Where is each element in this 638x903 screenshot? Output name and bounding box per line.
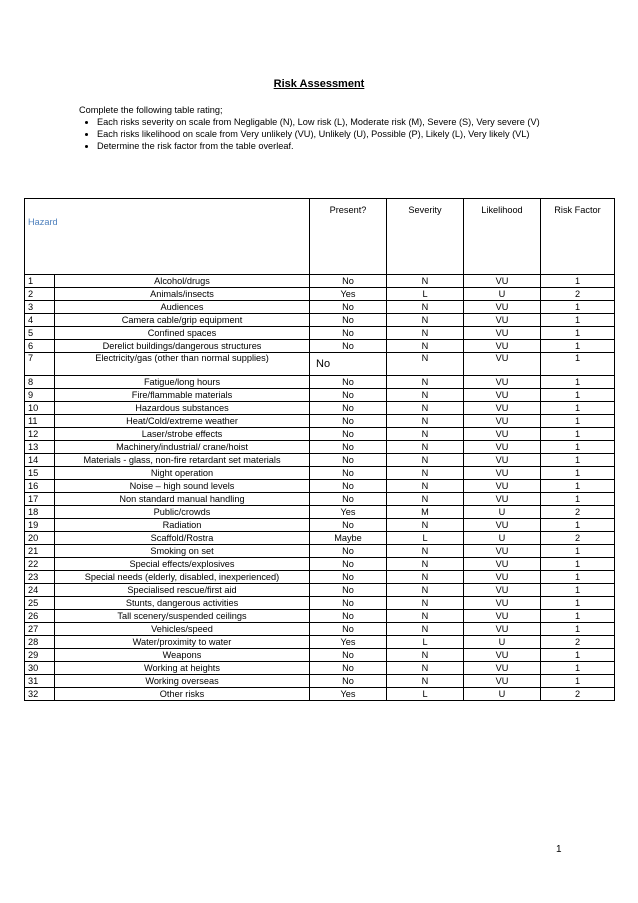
row-number: 12 bbox=[25, 428, 55, 441]
table-row bbox=[25, 506, 615, 519]
severity-value: N bbox=[387, 327, 464, 340]
likelihood-value: VU bbox=[464, 675, 541, 688]
severity-value: N bbox=[387, 415, 464, 428]
hazard-name: Water/proximity to water bbox=[55, 636, 310, 649]
risk-factor-value: 1 bbox=[541, 480, 615, 493]
table-row bbox=[25, 558, 615, 571]
severity-value: N bbox=[387, 571, 464, 584]
hazard-name: Animals/insects bbox=[55, 288, 310, 301]
row-number: 17 bbox=[25, 493, 55, 506]
severity-value: L bbox=[387, 532, 464, 545]
table-row bbox=[25, 688, 615, 701]
present-value: No bbox=[310, 275, 387, 288]
likelihood-value: VU bbox=[464, 519, 541, 532]
present-value: No bbox=[310, 558, 387, 571]
risk-factor-value: 1 bbox=[541, 610, 615, 623]
risk-factor-value: 1 bbox=[541, 584, 615, 597]
table-row bbox=[25, 441, 615, 454]
table-row bbox=[25, 584, 615, 597]
table-row bbox=[25, 493, 615, 506]
likelihood-value: VU bbox=[464, 389, 541, 402]
present-value: No bbox=[310, 467, 387, 480]
severity-value: N bbox=[387, 275, 464, 288]
risk-factor-value: 1 bbox=[541, 402, 615, 415]
table-row bbox=[25, 415, 615, 428]
hazard-name: Tall scenery/suspended ceilings bbox=[55, 610, 310, 623]
instructions bbox=[79, 105, 559, 153]
severity-value: N bbox=[387, 340, 464, 353]
table-row bbox=[25, 649, 615, 662]
likelihood-value: VU bbox=[464, 649, 541, 662]
present-value: No bbox=[310, 662, 387, 675]
hazard-name: Working at heights bbox=[55, 662, 310, 675]
risk-factor-value: 2 bbox=[541, 636, 615, 649]
hazard-name: Specialised rescue/first aid bbox=[55, 584, 310, 597]
table-row bbox=[25, 376, 615, 389]
risk-factor-value: 2 bbox=[541, 288, 615, 301]
table-row bbox=[25, 623, 615, 636]
hazard-name: Noise – high sound levels bbox=[55, 480, 310, 493]
severity-value: M bbox=[387, 506, 464, 519]
hazard-name: Non standard manual handling bbox=[55, 493, 310, 506]
hazard-name: Alcohol/drugs bbox=[55, 275, 310, 288]
present-value: No bbox=[310, 402, 387, 415]
likelihood-value: VU bbox=[464, 353, 541, 376]
table-row bbox=[25, 288, 615, 301]
likelihood-value: VU bbox=[464, 480, 541, 493]
present-value: No bbox=[310, 389, 387, 402]
table-body bbox=[25, 275, 615, 701]
table-row bbox=[25, 675, 615, 688]
present-value: No bbox=[310, 610, 387, 623]
header-risk-factor: Risk Factor bbox=[541, 199, 615, 275]
present-value: Yes bbox=[310, 288, 387, 301]
row-number: 5 bbox=[25, 327, 55, 340]
table-row bbox=[25, 662, 615, 675]
hazard-name: Special needs (elderly, disabled, inexperienced) bbox=[55, 571, 310, 584]
likelihood-value: VU bbox=[464, 402, 541, 415]
row-number: 7 bbox=[25, 353, 55, 376]
table-row bbox=[25, 454, 615, 467]
hazard-name: Special effects/explosives bbox=[55, 558, 310, 571]
severity-value: N bbox=[387, 467, 464, 480]
risk-factor-value: 1 bbox=[541, 415, 615, 428]
instruction-item: • Each risks likelihood on scale from Very unlikely (VU), Unlikely (U), Possible (P), Likely (L), Very likely (VL) bbox=[97, 129, 559, 140]
present-value: No bbox=[310, 545, 387, 558]
table-row bbox=[25, 340, 615, 353]
likelihood-value: VU bbox=[464, 428, 541, 441]
hazard-name: Fire/flammable materials bbox=[55, 389, 310, 402]
present-value: No bbox=[310, 353, 387, 376]
instructions-lead: Complete the following table rating; bbox=[79, 105, 223, 115]
table-row bbox=[25, 636, 615, 649]
likelihood-value: VU bbox=[464, 662, 541, 675]
table-row bbox=[25, 327, 615, 340]
table-row bbox=[25, 610, 615, 623]
table-row bbox=[25, 467, 615, 480]
severity-value: N bbox=[387, 402, 464, 415]
risk-factor-value: 1 bbox=[541, 649, 615, 662]
likelihood-value: VU bbox=[464, 454, 541, 467]
present-value: Yes bbox=[310, 636, 387, 649]
likelihood-value: VU bbox=[464, 275, 541, 288]
present-value: Maybe bbox=[310, 532, 387, 545]
risk-factor-value: 1 bbox=[541, 545, 615, 558]
hazard-name: Audiences bbox=[55, 301, 310, 314]
likelihood-value: U bbox=[464, 532, 541, 545]
page-number: 1 bbox=[556, 844, 562, 855]
severity-value: N bbox=[387, 584, 464, 597]
row-number: 25 bbox=[25, 597, 55, 610]
instructions-list bbox=[79, 117, 559, 152]
risk-factor-value: 1 bbox=[541, 275, 615, 288]
row-number: 22 bbox=[25, 558, 55, 571]
hazard-name: Machinery/industrial/ crane/hoist bbox=[55, 441, 310, 454]
hazard-name: Camera cable/grip equipment bbox=[55, 314, 310, 327]
severity-value: N bbox=[387, 428, 464, 441]
severity-value: N bbox=[387, 389, 464, 402]
risk-factor-value: 1 bbox=[541, 558, 615, 571]
table-row bbox=[25, 301, 615, 314]
row-number: 29 bbox=[25, 649, 55, 662]
present-value: No bbox=[310, 480, 387, 493]
likelihood-value: VU bbox=[464, 623, 541, 636]
severity-value: N bbox=[387, 675, 464, 688]
risk-factor-value: 1 bbox=[541, 301, 615, 314]
row-number: 13 bbox=[25, 441, 55, 454]
hazard-name: Fatigue/long hours bbox=[55, 376, 310, 389]
instruction-item: • Determine the risk factor from the table overleaf. bbox=[97, 141, 559, 152]
hazard-name: Derelict buildings/dangerous structures bbox=[55, 340, 310, 353]
likelihood-value: VU bbox=[464, 301, 541, 314]
risk-factor-value: 1 bbox=[541, 353, 615, 376]
row-number: 11 bbox=[25, 415, 55, 428]
risk-factor-value: 1 bbox=[541, 493, 615, 506]
risk-factor-value: 2 bbox=[541, 532, 615, 545]
likelihood-value: VU bbox=[464, 327, 541, 340]
table-row bbox=[25, 275, 615, 288]
severity-value: N bbox=[387, 376, 464, 389]
hazard-name: Hazardous substances bbox=[55, 402, 310, 415]
hazard-name: Working overseas bbox=[55, 675, 310, 688]
severity-value: N bbox=[387, 454, 464, 467]
row-number: 4 bbox=[25, 314, 55, 327]
present-value: No bbox=[310, 454, 387, 467]
severity-value: L bbox=[387, 288, 464, 301]
risk-factor-value: 1 bbox=[541, 467, 615, 480]
hazard-name: Stunts, dangerous activities bbox=[55, 597, 310, 610]
severity-value: L bbox=[387, 688, 464, 701]
present-value: No bbox=[310, 441, 387, 454]
page-title: Risk Assessment bbox=[273, 78, 365, 90]
present-value: Yes bbox=[310, 688, 387, 701]
present-value: No bbox=[310, 675, 387, 688]
present-value: No bbox=[310, 376, 387, 389]
hazard-name: Laser/strobe effects bbox=[55, 428, 310, 441]
severity-value: N bbox=[387, 597, 464, 610]
risk-factor-value: 1 bbox=[541, 675, 615, 688]
risk-factor-value: 1 bbox=[541, 454, 615, 467]
hazard-name: Scaffold/Rostra bbox=[55, 532, 310, 545]
severity-value: N bbox=[387, 662, 464, 675]
risk-factor-value: 1 bbox=[541, 597, 615, 610]
row-number: 2 bbox=[25, 288, 55, 301]
risk-factor-value: 1 bbox=[541, 662, 615, 675]
likelihood-value: U bbox=[464, 288, 541, 301]
likelihood-value: VU bbox=[464, 558, 541, 571]
row-number: 28 bbox=[25, 636, 55, 649]
table-row bbox=[25, 545, 615, 558]
table-row bbox=[25, 402, 615, 415]
row-number: 24 bbox=[25, 584, 55, 597]
present-value: No bbox=[310, 301, 387, 314]
severity-value: N bbox=[387, 480, 464, 493]
hazard-name: Electricity/gas (other than normal supplies) bbox=[55, 353, 310, 376]
severity-value: N bbox=[387, 301, 464, 314]
row-number: 3 bbox=[25, 301, 55, 314]
likelihood-value: VU bbox=[464, 493, 541, 506]
likelihood-value: U bbox=[464, 688, 541, 701]
row-number: 23 bbox=[25, 571, 55, 584]
likelihood-value: VU bbox=[464, 597, 541, 610]
risk-factor-value: 1 bbox=[541, 428, 615, 441]
row-number: 26 bbox=[25, 610, 55, 623]
row-number: 9 bbox=[25, 389, 55, 402]
instruction-item: • Each risks severity on scale from Negligable (N), Low risk (L), Moderate risk (M), Severe (S), Very severe (V) bbox=[97, 117, 559, 128]
severity-value: N bbox=[387, 493, 464, 506]
severity-value: N bbox=[387, 519, 464, 532]
table-row bbox=[25, 597, 615, 610]
row-number: 8 bbox=[25, 376, 55, 389]
row-number: 16 bbox=[25, 480, 55, 493]
hazard-name: Materials - glass, non-fire retardant set materials bbox=[55, 454, 310, 467]
table-row bbox=[25, 389, 615, 402]
risk-factor-value: 1 bbox=[541, 519, 615, 532]
risk-factor-value: 1 bbox=[541, 571, 615, 584]
hazard-name: Other risks bbox=[55, 688, 310, 701]
table-header-row bbox=[25, 199, 615, 275]
likelihood-value: VU bbox=[464, 571, 541, 584]
table-row bbox=[25, 428, 615, 441]
row-number: 18 bbox=[25, 506, 55, 519]
hazard-name: Smoking on set bbox=[55, 545, 310, 558]
severity-value: N bbox=[387, 610, 464, 623]
table-row bbox=[25, 480, 615, 493]
present-value: No bbox=[310, 428, 387, 441]
row-number: 14 bbox=[25, 454, 55, 467]
hazard-name: Weapons bbox=[55, 649, 310, 662]
hazard-name: Radiation bbox=[55, 519, 310, 532]
row-number: 27 bbox=[25, 623, 55, 636]
hazard-name: Confined spaces bbox=[55, 327, 310, 340]
hazard-name: Night operation bbox=[55, 467, 310, 480]
severity-value: N bbox=[387, 558, 464, 571]
present-value: No bbox=[310, 597, 387, 610]
severity-value: N bbox=[387, 353, 464, 376]
likelihood-value: VU bbox=[464, 441, 541, 454]
header-present: Present? bbox=[310, 199, 387, 275]
present-value: No bbox=[310, 314, 387, 327]
row-number: 15 bbox=[25, 467, 55, 480]
risk-factor-value: 1 bbox=[541, 340, 615, 353]
risk-table bbox=[24, 198, 615, 701]
risk-factor-value: 2 bbox=[541, 506, 615, 519]
row-number: 10 bbox=[25, 402, 55, 415]
likelihood-value: VU bbox=[464, 584, 541, 597]
present-value: No bbox=[310, 649, 387, 662]
risk-factor-value: 1 bbox=[541, 623, 615, 636]
hazard-name: Heat/Cold/extreme weather bbox=[55, 415, 310, 428]
likelihood-value: VU bbox=[464, 467, 541, 480]
present-value: No bbox=[310, 571, 387, 584]
present-value: No bbox=[310, 340, 387, 353]
present-value: No bbox=[310, 623, 387, 636]
present-value: No bbox=[310, 584, 387, 597]
likelihood-value: VU bbox=[464, 376, 541, 389]
present-value: No bbox=[310, 493, 387, 506]
table-row bbox=[25, 532, 615, 545]
row-number: 19 bbox=[25, 519, 55, 532]
severity-value: N bbox=[387, 314, 464, 327]
table-row bbox=[25, 571, 615, 584]
row-number: 6 bbox=[25, 340, 55, 353]
risk-factor-value: 1 bbox=[541, 376, 615, 389]
row-number: 20 bbox=[25, 532, 55, 545]
likelihood-value: U bbox=[464, 636, 541, 649]
risk-factor-value: 1 bbox=[541, 389, 615, 402]
header-likelihood: Likelihood bbox=[464, 199, 541, 275]
hazard-name: Vehicles/speed bbox=[55, 623, 310, 636]
present-value: Yes bbox=[310, 506, 387, 519]
severity-value: N bbox=[387, 649, 464, 662]
likelihood-value: VU bbox=[464, 415, 541, 428]
severity-value: N bbox=[387, 623, 464, 636]
severity-value: N bbox=[387, 441, 464, 454]
row-number: 21 bbox=[25, 545, 55, 558]
likelihood-value: VU bbox=[464, 314, 541, 327]
likelihood-value: VU bbox=[464, 610, 541, 623]
present-value: No bbox=[310, 327, 387, 340]
risk-factor-value: 1 bbox=[541, 441, 615, 454]
row-number: 32 bbox=[25, 688, 55, 701]
risk-factor-value: 1 bbox=[541, 327, 615, 340]
table-row bbox=[25, 314, 615, 327]
severity-value: N bbox=[387, 545, 464, 558]
severity-value: L bbox=[387, 636, 464, 649]
likelihood-value: VU bbox=[464, 340, 541, 353]
present-value: No bbox=[310, 519, 387, 532]
row-number: 1 bbox=[25, 275, 55, 288]
row-number: 30 bbox=[25, 662, 55, 675]
hazard-name: Public/crowds bbox=[55, 506, 310, 519]
row-number: 31 bbox=[25, 675, 55, 688]
risk-factor-value: 2 bbox=[541, 688, 615, 701]
table-row bbox=[25, 519, 615, 532]
likelihood-value: U bbox=[464, 506, 541, 519]
present-value: No bbox=[310, 415, 387, 428]
risk-factor-value: 1 bbox=[541, 314, 615, 327]
likelihood-value: VU bbox=[464, 545, 541, 558]
header-hazard: Hazard bbox=[25, 199, 310, 275]
table-row bbox=[25, 353, 615, 376]
header-severity: Severity bbox=[387, 199, 464, 275]
